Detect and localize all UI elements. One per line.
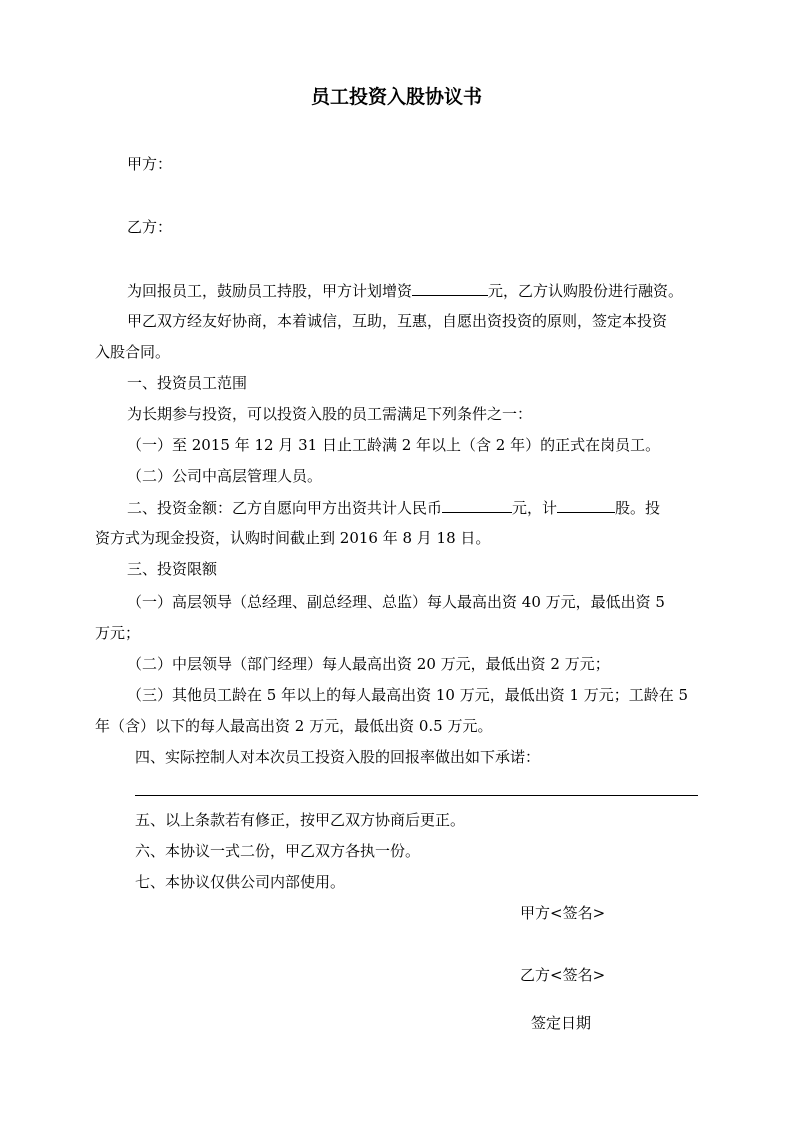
intro-line-1	[127, 280, 683, 301]
party-a-signature: 甲方<签名>	[520, 904, 606, 922]
intro-text-b: 元，乙方认购股份进行融资。	[488, 282, 684, 300]
section-3-item-1-cont: 万元；	[95, 624, 141, 642]
section-6: 六、本协议一式二份，甲乙双方各执一份。	[135, 842, 421, 860]
section-3-item-3-cont: 年（含）以下的每人最高出资 2 万元，最低出资 0.5 万元。	[95, 717, 493, 735]
section-5: 五、以上条款若有修正，按甲乙双方协商后更正。	[135, 811, 466, 829]
section-2-text-b: 元，计	[512, 499, 558, 517]
section-1-item-2: （二）公司中高层管理人员。	[127, 467, 323, 485]
section-3-heading: 三、投资限额	[127, 560, 218, 578]
intro-line-3: 入股合同。	[95, 343, 171, 361]
capital-increase-blank	[412, 280, 488, 296]
section-2-text-a: 二、投资金额：乙方自愿向甲方出资共计人民币	[127, 499, 443, 517]
section-1-description: 为长期参与投资，可以投资入股的员工需满足下列条件之一：	[127, 405, 533, 423]
section-3-item-1: （一）高层领导（总经理、副总经理、总监）每人最高出资 40 万元，最低出资 5	[127, 593, 665, 611]
party-b-label: 乙方：	[127, 218, 173, 236]
party-a-label: 甲方：	[127, 155, 173, 173]
document-title: 员工投资入股协议书	[310, 86, 482, 108]
shares-blank	[557, 497, 615, 513]
section-2-line-2: 资方式为现金投资，认购时间截止到 2016 年 8 月 18 日。	[95, 529, 491, 547]
signing-date: 签定日期	[531, 1014, 592, 1032]
intro-text-a: 为回报员工，鼓励员工持股，甲方计划增资	[127, 282, 413, 300]
section-2-text-c: 股。投	[615, 499, 661, 517]
commitment-blank-line	[135, 795, 698, 796]
section-1-heading: 一、投资员工范围	[127, 374, 248, 392]
section-2-line-1	[127, 497, 660, 518]
section-7: 七、本协议仅供公司内部使用。	[135, 873, 346, 891]
section-3-item-3: （三）其他员工龄在 5 年以上的每人最高出资 10 万元，最低出资 1 万元；工龄在 5	[127, 686, 689, 704]
section-3-item-2: （二）中层领导（部门经理）每人最高出资 20 万元，最低出资 2 万元；	[127, 655, 610, 673]
section-4: 四、实际控制人对本次员工投资入股的回报率做出如下承诺：	[135, 748, 541, 766]
section-1-item-1: （一）至 2015 年 12 月 31 日止工龄满 2 年以上（含 2 年）的正式在岗员工。	[127, 436, 661, 454]
intro-line-2: 甲乙双方经友好协商，本着诚信，互助，互惠，自愿出资投资的原则，签定本投资	[127, 312, 668, 330]
party-b-signature: 乙方<签名>	[520, 966, 606, 984]
amount-blank	[442, 497, 512, 513]
